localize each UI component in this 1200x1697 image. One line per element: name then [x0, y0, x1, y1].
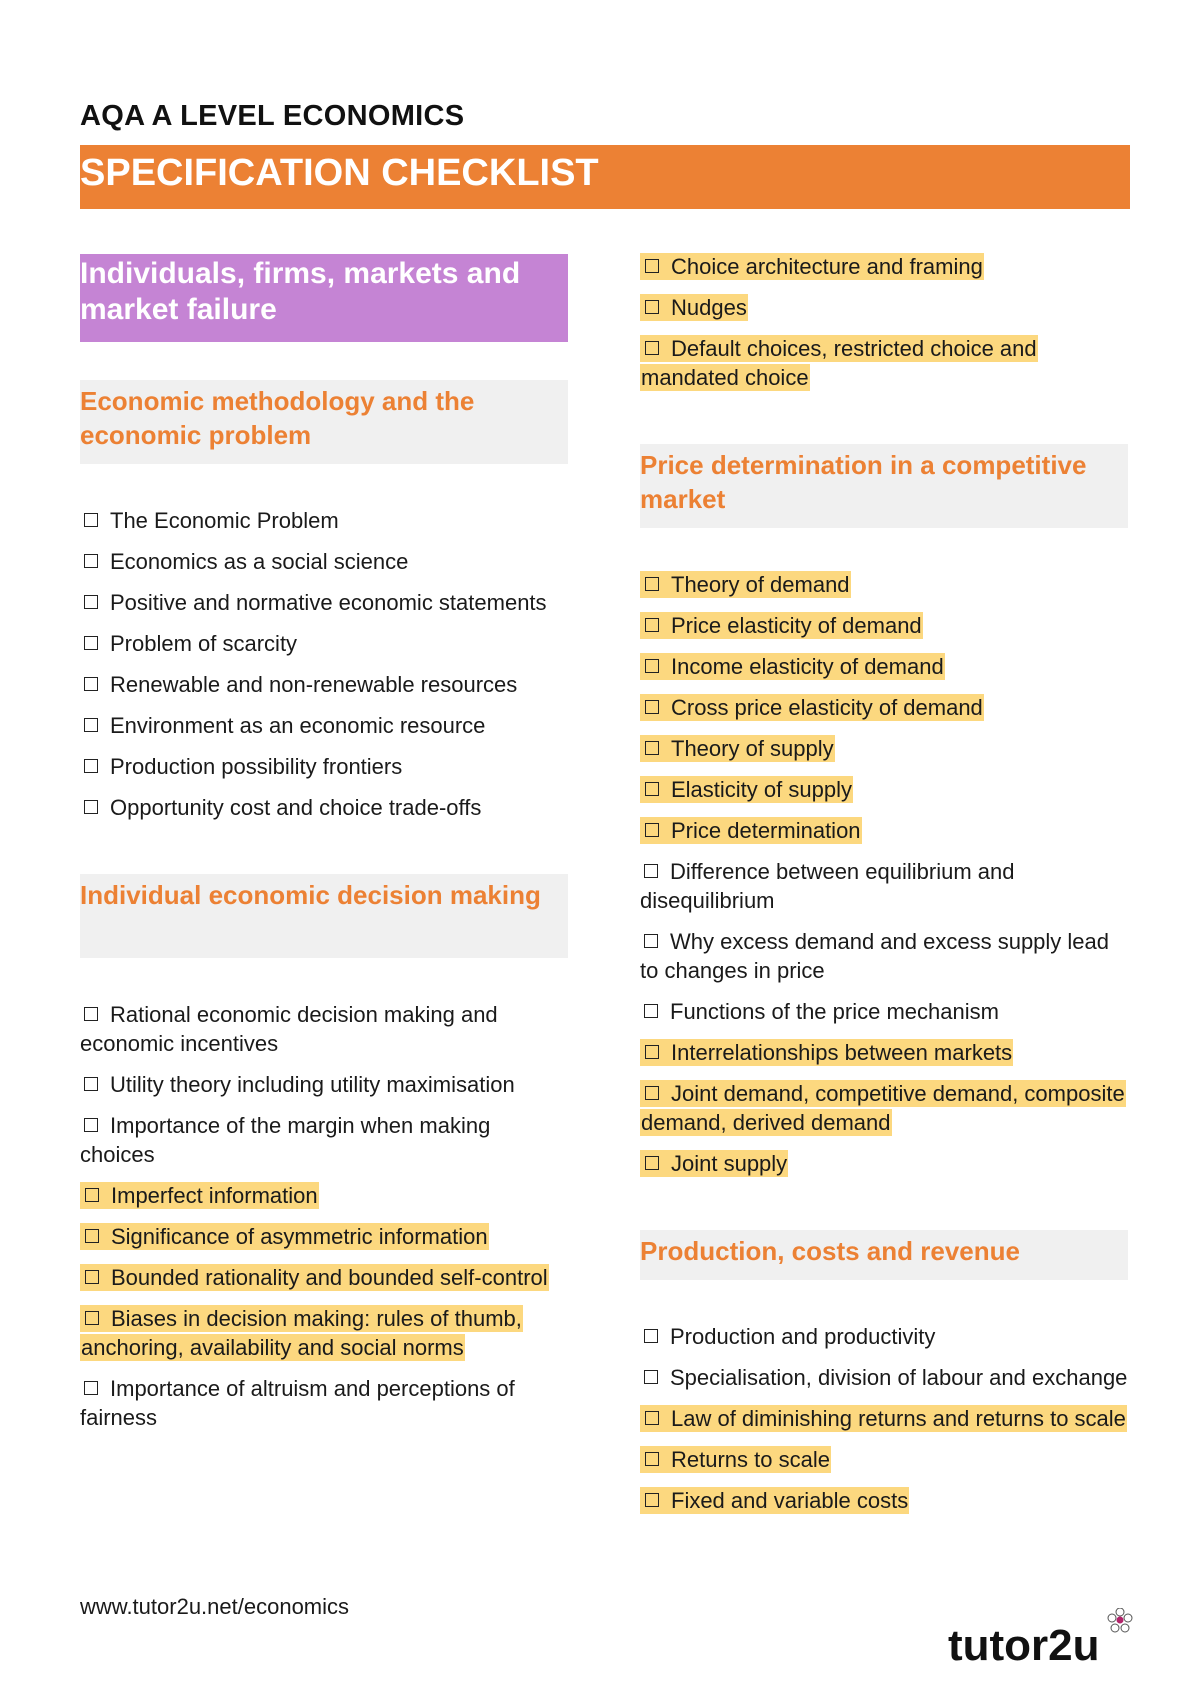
checkbox-icon[interactable] — [84, 677, 98, 691]
checkbox-icon[interactable] — [84, 800, 98, 814]
checklist-item — [80, 670, 568, 699]
checkbox-icon[interactable] — [645, 618, 659, 632]
checkbox-icon[interactable] — [85, 1188, 99, 1202]
checkbox-icon[interactable] — [645, 1493, 659, 1507]
checklist-item — [640, 734, 1128, 763]
checklist-item-label: Biases in decision making: rules of thumb, anchoring, availability and social norms — [81, 1306, 522, 1360]
checkbox-icon[interactable] — [84, 759, 98, 773]
topic-title: Production, costs and revenue — [640, 1236, 1020, 1266]
topic-title: Individual economic decision making — [80, 880, 541, 910]
checklist-decision-continued — [640, 252, 1128, 392]
document-title: SPECIFICATION CHECKLIST — [80, 152, 599, 194]
checklist-item — [80, 1222, 568, 1251]
checklist-item — [640, 570, 1128, 599]
checklist-item-label: Returns to scale — [671, 1447, 830, 1472]
checklist-item-label: Opportunity cost and choice trade-offs — [110, 795, 482, 820]
checkbox-icon[interactable] — [645, 300, 659, 314]
checkbox-icon[interactable] — [644, 934, 658, 948]
checkbox-icon[interactable] — [645, 1045, 659, 1059]
checklist-item — [640, 1149, 1128, 1178]
checkbox-icon[interactable] — [645, 823, 659, 837]
checklist-item — [80, 1181, 568, 1210]
checklist-item-label: Choice architecture and framing — [671, 254, 983, 279]
checklist-item-label: Significance of asymmetric information — [111, 1224, 488, 1249]
checklist-item-label: Theory of demand — [671, 572, 850, 597]
checklist-item — [640, 1079, 1128, 1137]
checklist-item-label: Difference between equilibrium and disequilibrium — [640, 859, 1015, 913]
checklist-item — [80, 1263, 568, 1292]
checklist-item — [640, 611, 1128, 640]
checkbox-icon[interactable] — [644, 1329, 658, 1343]
topic-heading-decision — [80, 874, 568, 958]
checkbox-icon[interactable] — [85, 1311, 99, 1325]
checklist-item-label: Theory of supply — [671, 736, 834, 761]
checklist-item-label: Income elasticity of demand — [671, 654, 944, 679]
checkbox-icon[interactable] — [84, 595, 98, 609]
checklist-item — [80, 588, 568, 617]
checkbox-icon[interactable] — [645, 659, 659, 673]
checklist-item — [80, 547, 568, 576]
checklist-item — [640, 997, 1128, 1026]
checklist-item-label: Nudges — [671, 295, 747, 320]
unit-heading — [80, 254, 568, 342]
checklist-item — [80, 1000, 568, 1058]
checklist-item-label: Production possibility frontiers — [110, 754, 403, 779]
checkbox-icon[interactable] — [84, 554, 98, 568]
checklist-item-label: Elasticity of supply — [671, 777, 852, 802]
checkbox-icon[interactable] — [84, 1007, 98, 1021]
checkbox-icon[interactable] — [645, 782, 659, 796]
checklist-item — [80, 1111, 568, 1169]
checklist-item-label: Bounded rationality and bounded self-control — [111, 1265, 548, 1290]
document-subtitle: AQA A LEVEL ECONOMICS — [80, 100, 465, 132]
checkbox-icon[interactable] — [84, 1118, 98, 1132]
checklist-item-label: Problem of scarcity — [110, 631, 298, 656]
checkbox-icon[interactable] — [645, 577, 659, 591]
checklist-item — [80, 752, 568, 781]
checkbox-icon[interactable] — [645, 341, 659, 355]
topic-heading-production — [640, 1230, 1128, 1280]
checklist-item — [640, 1038, 1128, 1067]
checklist-item — [640, 652, 1128, 681]
checklist-item-label: Law of diminishing returns and returns to scale — [671, 1406, 1126, 1431]
checkbox-icon[interactable] — [645, 700, 659, 714]
checkbox-icon[interactable] — [645, 1086, 659, 1100]
topic-heading-price — [640, 444, 1128, 528]
right-column — [640, 252, 1128, 1527]
checklist-item — [640, 693, 1128, 722]
checkbox-icon[interactable] — [84, 513, 98, 527]
checklist-item — [640, 1404, 1128, 1433]
checklist-item-label: The Economic Problem — [110, 508, 339, 533]
checkbox-icon[interactable] — [645, 1411, 659, 1425]
checklist-item-label: Renewable and non-renewable resources — [110, 672, 518, 697]
flower-icon — [1108, 1608, 1132, 1632]
checkbox-icon[interactable] — [84, 636, 98, 650]
checkbox-icon[interactable] — [645, 259, 659, 273]
checklist-item-label: Environment as an economic resource — [110, 713, 486, 738]
topic-title: Price determination in a competitive market — [640, 450, 1087, 514]
checklist-item-label: Economics as a social science — [110, 549, 409, 574]
checkbox-icon[interactable] — [84, 1077, 98, 1091]
checklist-item — [80, 506, 568, 535]
checklist-item-label: Functions of the price mechanism — [670, 999, 999, 1024]
checklist-item-label: Cross price elasticity of demand — [671, 695, 983, 720]
checklist-price — [640, 570, 1128, 1178]
checklist-item-label: Default choices, restricted choice and mandated choice — [641, 336, 1037, 390]
checklist-item-label: Price elasticity of demand — [671, 613, 922, 638]
checkbox-icon[interactable] — [644, 864, 658, 878]
topic-heading-methodology — [80, 380, 568, 464]
checklist-item-label: Imperfect information — [111, 1183, 318, 1208]
checklist-item — [80, 1304, 568, 1362]
checklist-item — [80, 1374, 568, 1432]
checklist-item — [80, 1070, 568, 1099]
checkbox-icon[interactable] — [85, 1229, 99, 1243]
checkbox-icon[interactable] — [645, 741, 659, 755]
checklist-item — [640, 927, 1128, 985]
unit-title: Individuals, firms, markets and market failure — [80, 257, 521, 326]
checkbox-icon[interactable] — [644, 1004, 658, 1018]
checklist-item-label: Production and productivity — [670, 1324, 936, 1349]
logo-wordmark: tutor2u — [948, 1621, 1100, 1668]
checklist-item-label: Utility theory including utility maximisation — [110, 1072, 515, 1097]
checklist-item — [640, 775, 1128, 804]
checkbox-icon[interactable] — [645, 1452, 659, 1466]
checkbox-icon[interactable] — [84, 718, 98, 732]
checklist-item — [640, 1322, 1128, 1351]
checklist-item — [640, 252, 1128, 281]
checklist-item — [640, 1445, 1128, 1474]
checklist-item-label: Why excess demand and excess supply lead to changes in price — [640, 929, 1110, 983]
checklist-item-label: Importance of the margin when making choices — [80, 1113, 491, 1167]
topic-title: Economic methodology and the economic problem — [80, 386, 475, 450]
checklist-production — [640, 1322, 1128, 1515]
checklist-decision — [80, 1000, 568, 1432]
checklist-item-label: Interrelationships between markets — [671, 1040, 1013, 1065]
checklist-item — [640, 1486, 1128, 1515]
checklist-item — [80, 711, 568, 740]
checkbox-icon[interactable] — [645, 1156, 659, 1170]
checklist-item-label: Joint supply — [671, 1151, 788, 1176]
document-header — [80, 100, 1130, 209]
checklist-item — [80, 793, 568, 822]
checklist-item-label: Specialisation, division of labour and exchange — [670, 1365, 1128, 1390]
checkbox-icon[interactable] — [85, 1270, 99, 1284]
checkbox-icon[interactable] — [84, 1381, 98, 1395]
footer-url[interactable]: www.tutor2u.net/economics — [80, 1594, 350, 1619]
checklist-item-label: Fixed and variable costs — [671, 1488, 909, 1513]
checkbox-icon[interactable] — [644, 1370, 658, 1384]
left-column — [80, 254, 568, 1444]
checklist-item — [640, 816, 1128, 845]
checklist-item-label: Price determination — [671, 818, 861, 843]
checklist-methodology — [80, 506, 568, 822]
title-bar — [80, 145, 1130, 209]
checklist-item-label: Positive and normative economic statements — [110, 590, 547, 615]
checklist-item — [640, 857, 1128, 915]
checklist-item — [80, 629, 568, 658]
checklist-item-label: Importance of altruism and perceptions of fairness — [80, 1376, 515, 1430]
checklist-item-label: Rational economic decision making and economic incentives — [80, 1002, 498, 1056]
tutor2u-logo — [948, 1608, 1148, 1668]
checklist-item — [640, 293, 1128, 322]
checklist-item-label: Joint demand, competitive demand, composite demand, derived demand — [641, 1081, 1125, 1135]
checklist-item — [640, 334, 1128, 392]
logo-mark-icon — [948, 1608, 1148, 1668]
checklist-item — [640, 1363, 1128, 1392]
